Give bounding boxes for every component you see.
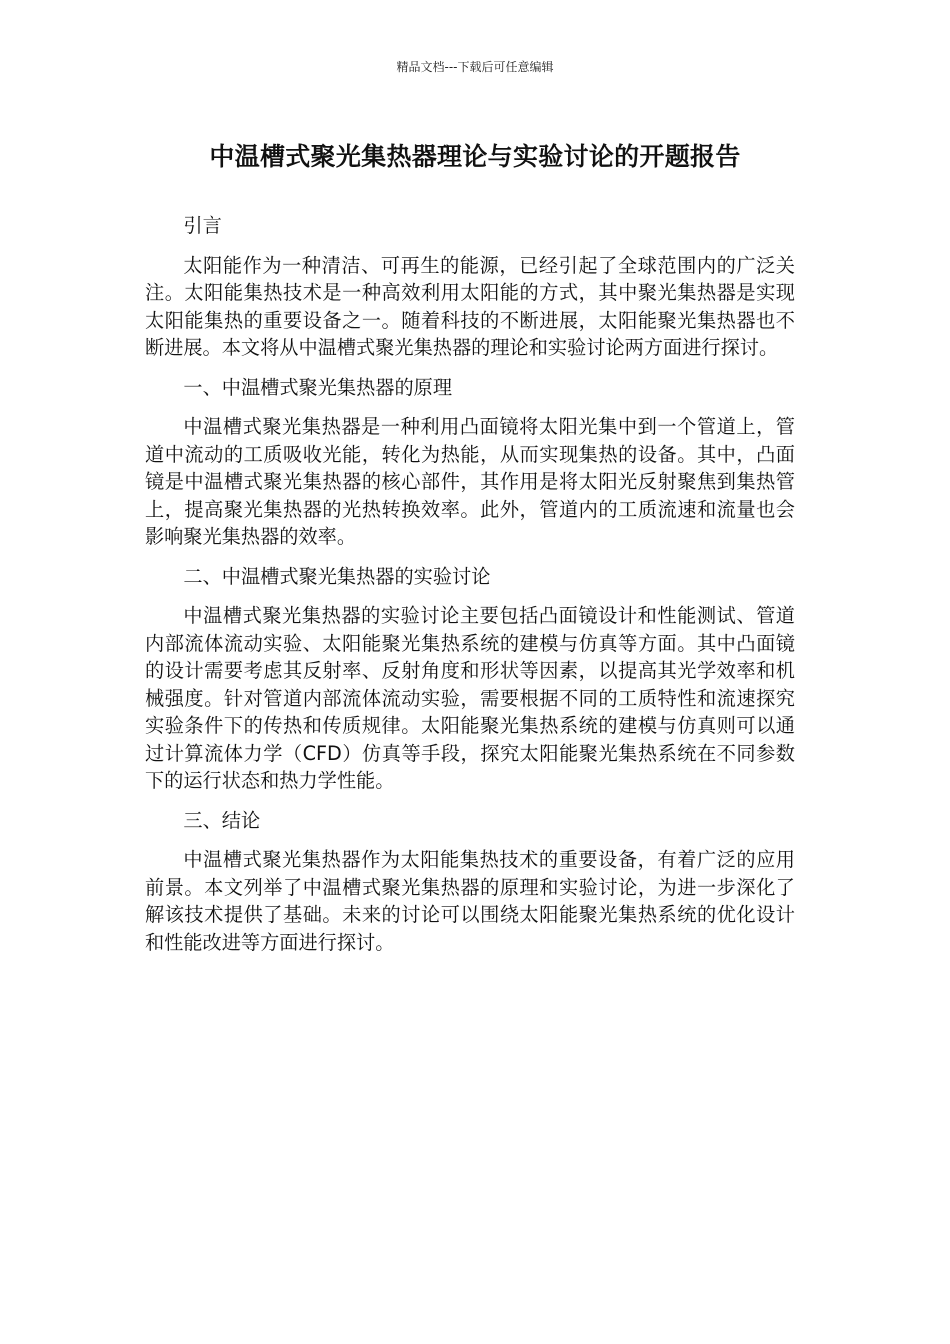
section-2-heading: 二、中温槽式聚光集热器的实验讨论 bbox=[183, 564, 491, 588]
intro-paragraph: 太阳能作为一种清洁、可再生的能源，已经引起了全球范围内的广泛关注。太阳能集热技术是一种高效利用太阳能的方式，其中聚光集热器是实现太阳能集热的重要设备之一。随着科技的不断进展，太阳能聚光集热器也不断进展。本文将从中温槽式聚光集热器的理论和实验讨论两方面进行探讨。 bbox=[145, 253, 795, 359]
section-3-paragraph: 中温槽式聚光集热器作为太阳能集热技术的重要设备，有着广泛的应用前景。本文列举了中温槽式聚光集热器的原理和实验讨论，为进一步深化了解该技术提供了基础。未来的讨论可以围绕太阳能聚光集热系统的优化设计和性能改进等方面进行探讨。 bbox=[145, 848, 795, 954]
section-2-paragraph: 中温槽式聚光集热器的实验讨论主要包括凸面镜设计和性能测试、管道内部流体流动实验、太阳能聚光集热系统的建模与仿真等方面。其中凸面镜的设计需要考虑其反射率、反射角度和形状等因素，以提高其光学效率和机械强度。针对管道内部流体流动实验，需要根据不同的工质特性和流速探究实验条件下的传热和传质规律。太阳能聚光集热系统的建模与仿真则可以通过计算流体力学（CFD）仿真等手段，探究太阳能聚光集热系统在不同参数下的运行状态和热力学性能。 bbox=[145, 604, 795, 792]
section-3-heading: 三、结论 bbox=[183, 808, 261, 832]
document-title: 中温槽式聚光集热器理论与实验讨论的开题报告 bbox=[209, 142, 741, 171]
section-1-paragraph: 中温槽式聚光集热器是一种利用凸面镜将太阳光集中到一个管道上，管道中流动的工质吸收光能，转化为热能，从而实现集热的设备。其中，凸面镜是中温槽式聚光集热器的核心部件，其作用是将太阳光反射聚焦到集热管上，提高聚光集热器的光热转换效率。此外，管道内的工质流速和流量也会影响聚光集热器的效率。 bbox=[145, 415, 795, 548]
intro-heading: 引言 bbox=[183, 214, 222, 237]
section-1-heading: 一、中温槽式聚光集热器的原理 bbox=[183, 375, 453, 399]
document-body bbox=[145, 210, 795, 956]
page-header-watermark: 精品文档---下载后可任意编辑 bbox=[396, 60, 554, 74]
